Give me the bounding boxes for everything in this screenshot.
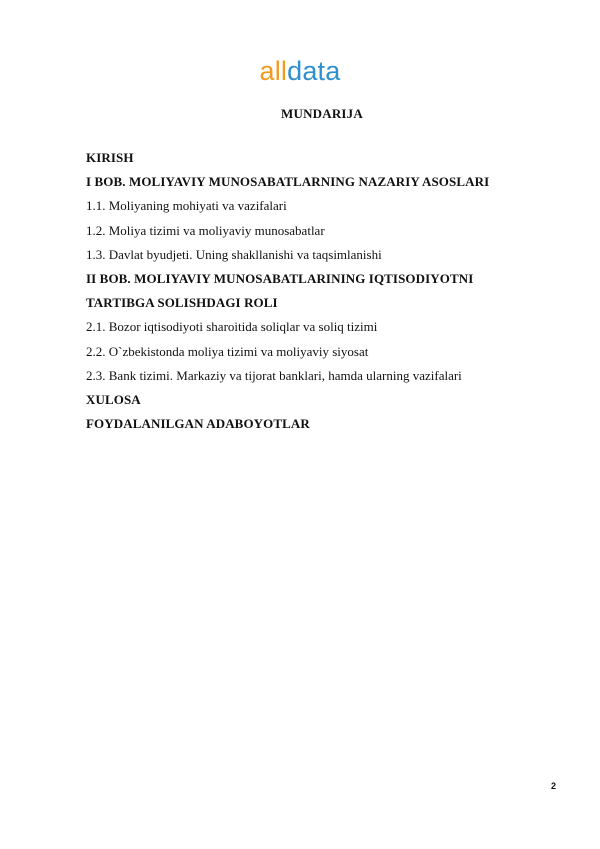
toc-entry-chapter-1: I BOB. MOLIYAVIY MUNOSABATLARNING NAZARIY ASOSLARI	[86, 174, 490, 190]
logo-part-data: data	[287, 56, 341, 86]
page-title: MUNDARIJA	[281, 106, 363, 121]
toc-entry-chapter-2: II BOB. MOLIYAVIY MUNOSABATLARINING IQTISODIYOTNI	[86, 270, 474, 286]
toc-entry-1-3: 1.3. Davlat byudjeti. Uning shakllanishi va taqsimlanishi	[86, 246, 382, 262]
toc-entry-conclusion: XULOSA	[86, 391, 141, 407]
page-number: 2	[551, 781, 557, 791]
alldata-logo	[0, 58, 600, 85]
toc-entry-references: FOYDALANILGAN ADABOYOTLAR	[86, 416, 310, 432]
toc-entry-1-2: 1.2. Moliya tizimi va moliyaviy munosabatlar	[86, 222, 325, 238]
logo-part-all: all	[259, 56, 288, 86]
toc-entry-introduction: KIRISH	[86, 150, 134, 165]
toc-entry-2-3: 2.3. Bank tizimi. Markaziy va tijorat banklari, hamda ularning vazifalari	[86, 367, 462, 383]
toc-entry-2-2: 2.2. O`zbekistonda moliya tizimi va moliyaviy siyosat	[86, 343, 369, 359]
toc-entry-2-1: 2.1. Bozor iqtisodiyoti sharoitida soliqlar va soliq tizimi	[86, 319, 378, 335]
toc-entry-1-1: 1.1. Moliyaning mohiyati va vazifalari	[86, 198, 287, 214]
table-of-contents	[86, 149, 556, 439]
toc-entry-chapter-2-continued: TARTIBGA SOLISHDAGI ROLI	[86, 295, 278, 311]
